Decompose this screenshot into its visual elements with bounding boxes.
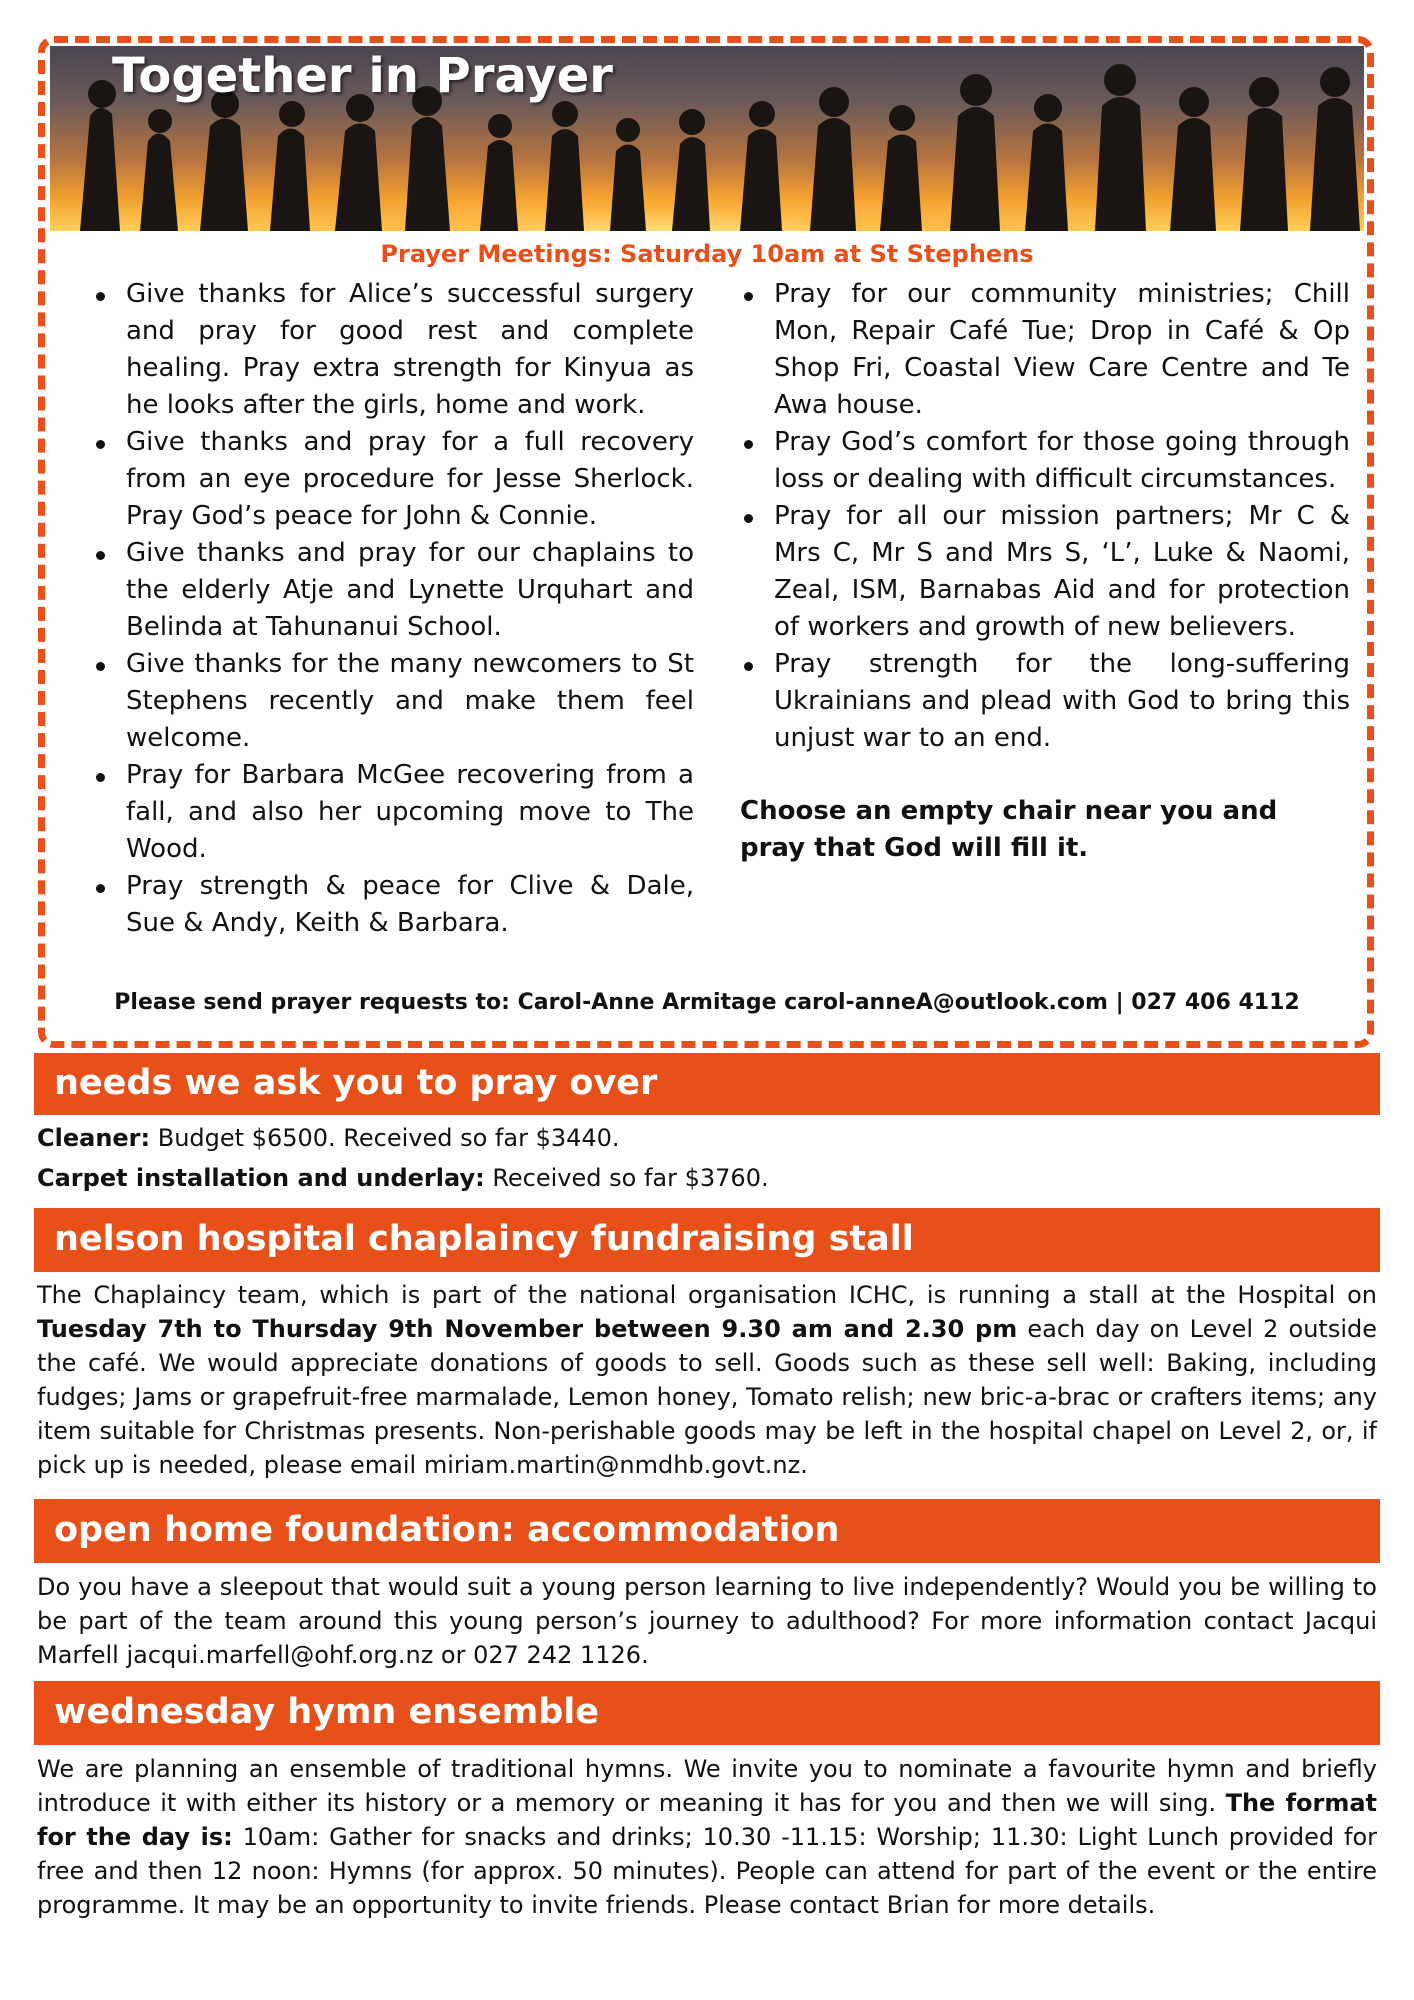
list-item: Pray for Barbara McGee recovering from a fall, and also her upcoming move to The Wood. xyxy=(92,757,694,868)
list-item: Give thanks and pray for a full recovery from an eye procedure for Jesse Sherlock. Pray God’s peace for John & Connie. xyxy=(92,424,694,535)
prayer-requests-contact: Please send prayer requests to: Carol-Anne Armitage carol-anneA@outlook.com | 027 406 4112 xyxy=(114,990,1300,1015)
body-text: Do you have a sleepout that would suit a young person learning to live independently? Would you be willing to be part of the team around this young person’s journey to adulthood? For more information contact Jacqui Marfell jacqui.marfell@ohf.org.nz or 027 242 1126. xyxy=(37,1573,1377,1669)
body-text: each day on Level 2 outside the café. We would appreciate donations of goods to sell. Goods such as these sell well: Baking, including fudges; Jams or grapefruit-free marmalade, Lemon honey, Tomato relish; new bric-a-brac or crafters items; any item suitable for Christmas presents. Non-perishable goods may be left in the hospital chapel on Level 2, or, if pick up is needed, please email miriam.martin@nmdhb.govt.nz. xyxy=(37,1315,1377,1479)
page-title: Together in Prayer xyxy=(112,48,613,104)
body-text: 10am: Gather for snacks and drinks; 10.30 -11.15: Worship; 11.30: Light Lunch provided for free and then 12 noon: Hymns (for approx. 50 minutes). People can attend for part of the event or the entire programme. It may be an opportunity to invite friends. Please contact Brian for more details. xyxy=(37,1823,1378,1919)
list-item: Give thanks and pray for our chaplains to the elderly Atje and Lynette Urquhart and Belinda at Tahunanui School. xyxy=(92,535,694,646)
banner-image xyxy=(50,46,1364,231)
list-item: Pray strength for the long-suffering Ukrainians and plead with God to bring this unjust war to an end. xyxy=(740,646,1350,757)
closing-statement: Choose an empty chair near you and pray that God will fill it. xyxy=(740,796,1278,863)
openhome-heading: open home foundation: accommodation xyxy=(34,1499,1380,1563)
prayer-column-right xyxy=(740,276,1350,867)
list-item: Pray for our community ministries; Chill Mon, Repair Café Tue; Drop in Café & Op Shop Fri, Coastal View Care Centre and Te Awa house. xyxy=(740,276,1350,424)
needs-heading: needs we ask you to pray over xyxy=(34,1053,1380,1115)
prayer-column-left xyxy=(92,276,694,942)
format-label: The format for the day is: xyxy=(37,1789,1378,1851)
needs-line-cleaner xyxy=(37,1121,1377,1155)
needs-label: Cleaner: xyxy=(37,1124,151,1152)
list-item: Give thanks for Alice’s successful surgery and pray for good rest and complete healing. Pray extra strength for Kinyua as he looks after the girls, home and work. xyxy=(92,276,694,424)
body-text: The Chaplaincy team, which is part of the national organisation ICHC, is running a stall at the Hospital on xyxy=(37,1281,1377,1309)
needs-label: Carpet installation and underlay: xyxy=(37,1164,485,1192)
list-item: Give thanks for the many newcomers to St Stephens recently and make them feel welcome. xyxy=(92,646,694,757)
list-item: Pray strength & peace for Clive & Dale, Sue & Andy, Keith & Barbara. xyxy=(92,868,694,942)
meeting-info: Prayer Meetings: Saturday 10am at St Stephens xyxy=(380,240,1034,268)
chaplaincy-heading: nelson hospital chaplaincy fundraising stall xyxy=(34,1208,1380,1272)
chaplaincy-body xyxy=(37,1278,1377,1482)
needs-value: Budget $6500. Received so far $3440. xyxy=(150,1124,620,1152)
hymn-body xyxy=(37,1752,1377,1922)
openhome-body xyxy=(37,1570,1377,1672)
needs-line-carpet xyxy=(37,1161,1377,1195)
list-item: Pray for all our mission partners; Mr C & Mrs C, Mr S and Mrs S, ‘L’, Luke & Naomi, Zeal, ISM, Barnabas Aid and for protection of workers and growth of new believers. xyxy=(740,498,1350,646)
needs-value: Received so far $3760. xyxy=(484,1164,769,1192)
hymn-heading: wednesday hymn ensemble xyxy=(34,1681,1380,1745)
event-dates: Tuesday 7th to Thursday 9th November between 9.30 am and 2.30 pm xyxy=(37,1315,1018,1343)
body-text: We are planning an ensemble of traditional hymns. We invite you to nominate a favourite hymn and briefly introduce it with either its history or a memory or meaning it has for you and then we will sing. xyxy=(37,1755,1377,1817)
list-item: Pray God’s comfort for those going through loss or dealing with difficult circumstances. xyxy=(740,424,1350,498)
needs-body xyxy=(37,1121,1377,1195)
